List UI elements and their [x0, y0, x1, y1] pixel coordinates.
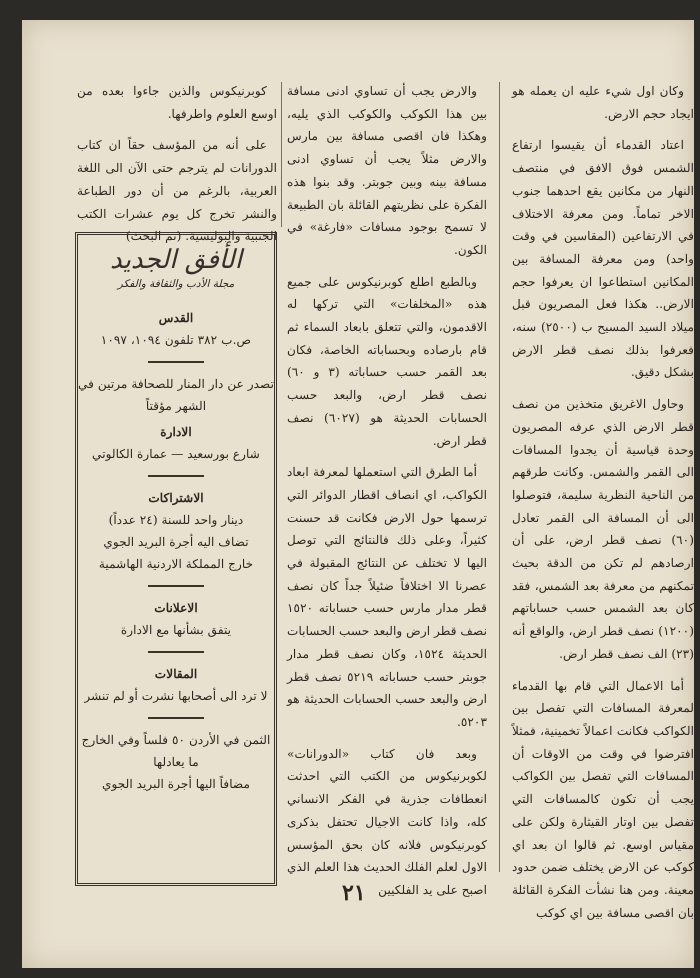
subscription-scope: خارج المملكة الاردنية الهاشمية — [98, 557, 254, 571]
paragraph: كوبرنيكوس والذين جاءوا بعده من اوسع العلوم واطرفها. — [77, 84, 277, 121]
page-number: ٢١ — [342, 880, 366, 906]
magazine-title: الأفق الجديد — [110, 245, 242, 275]
location-heading: القدس — [158, 311, 194, 325]
ads-heading: الاعلانات — [154, 601, 198, 615]
subscription-price: دينار واحد للسنة (٢٤ عدداً) — [108, 513, 244, 527]
articles-heading: المقالات — [154, 667, 198, 681]
masthead — [78, 243, 274, 303]
paragraph: وبعد فان كتاب «الدورانات» لكوبرنيكوس من الكتب التي احدثت انعطافات جذرية في الفكر الانساني كله، واذا كانت الاجيال تحتفل بذكرى كوبرنيكوس فلانه كان بحق المؤسس الاول لعلم الفلك الحديث هذا العلم الذي اصبح على يد الفلكيين — [287, 746, 487, 897]
paragraph: وبالطبع اطلع كوبرنيكوس على جميع هذه «المخلفات» التي تركها له الاقدمون، والتي تتعلق بابعاد السماء ثم قام بارصاده وبحساباته الخاصة، فكان بعد القمر حسب حساباته (٣ و ٦٠) نصف قطر ارض، والبعد حسب الحسابات الحديثة هو (٦٠٢٧) نصف قطر ارض. — [287, 274, 488, 448]
column-divider — [281, 82, 282, 227]
article-column-left — [77, 80, 277, 257]
magazine-page — [22, 20, 694, 968]
administration-address: شارع بورسعيد — عمارة الكالوتي — [92, 447, 260, 461]
paragraph: وكان اول شيء عليه ان يعمله هو ايجاد حجم الارض. — [512, 84, 694, 121]
price-line: مضافاً اليها أجرة البريد الجوي — [101, 777, 251, 791]
magazine-subtitle: مجلة الأدب والثقافة والفكر — [117, 278, 235, 290]
article-column-right — [512, 80, 694, 933]
paragraph: اعتاد القدماء أن يقيسوا ارتفاع الشمس فوق الافق في منتصف النهار من مكانين يقع احدهما جنوب الاخر تماماً. ومن معرفة الاختلاف في الارتفاعين (المقاسين في وقت واحد) ومن معرفة المسافة بين المكانين استطاعوا ان يعرفوا حجم الارض.. هكذا فعل المصريون قبل ميلاد السيد المسيح ب (٢٥٠٠) سنه، فعرفوا بذلك نصف قطر الارض بشكل دقيق. — [512, 138, 694, 380]
articles-policy: لا ترد الى أصحابها نشرت أو لم تنشر — [84, 689, 268, 703]
article-column-middle — [287, 80, 487, 911]
paragraph: وحاول الاغريق متخذين من نصف قطر الارض الذي عرفه المصريون وحدة قياسية أن يجدوا المسافات الى القمر والشمس. وكانت طرقهم من الناحية النظرية سليمة، فتوصلوا الى أن المسافة الى القمر تعادل (٦٠) نصف قطر ارض، على أن ارصادهم لم تكن من الدقة بحيث تمكنهم من معرفة بعد الشمس، فقد كان بعد الشمس حسب حساباتهم (١٢٠٠) نصف قطر ارض، والواقع أنه (٢٣) الف نصف قطر ارض. — [512, 397, 694, 661]
section-divider — [148, 585, 204, 587]
section-divider — [148, 361, 204, 363]
paragraph: والارض يجب أن تساوي ادنى مسافة بين هذا الكوكب والكوكب الذي يليه، وهكذا فان اقصى مسافة بين مارس والارض مثلاً يجب أن تساوي ادنى مسافة بينه وبين جوبتر. وقد بنوا هذه الفكرة على نظريتهم القائلة بان الطبيعة لا تسمح بوجود مسافات «فارغة» في الكون. — [287, 84, 487, 257]
publisher-info: تصدر عن دار المنار للصحافة مرتين في الشهر مؤقتاً — [78, 377, 274, 413]
paragraph: على أنه من المؤسف حقاً ان كتاب الدورانات لم يترجم حتى الآن الى اللغة العربية، بالرغم من أن دور الطباعة والنشر تخرج كل يوم عشرات الكتب الجنبية والبوليسية. (تم البحث) — [77, 138, 277, 244]
ads-text: يتفق بشأنها مع الادارة — [120, 623, 232, 637]
administration-heading: الادارة — [160, 425, 192, 439]
section-divider — [148, 651, 204, 653]
paragraph: أما الطرق التي استعملها لمعرفة ابعاد الكواكب، اي انصاف اقطار الدوائر التي ترسمها حول الارض فكانت قد حسنت كثيراً، وعلى ذلك فالنتائج التي توصل اليها لا تختلف عن النتائج المقبولة في عصرنا الا اختلافاً ضئيلاً جداً كان نصف قطر مدار مارس حسب حساباته ١٥٢٠ نصف قطر ارض والبعد حسب الحسابات الحديثة ١٥٢٤، وكان نصف قطر مدار جوبتر حسب حساباته ٥٢١٩ نصف قطر ارض والبعد حسب الحسابات الحديثة هو ٥٢٠٣. — [287, 465, 488, 729]
paragraph: أما الاعمال التي قام بها القدماء لمعرفة المسافات التي تفصل بين الكواكب فكانت اعمالاً تخمينية، فمثلاً افترضوا في وقت من الاوقات أن المسافات التي تفصل بين الكواكب يجب أن تكون كالمسافات التي تفصل بين اوتار القيثارة ولكن على مقياس اوسع. ثم قالوا ان بعد اي كوكب عن الارض يختلف ضمن حدود معينة. ومن هنا نشأت الفكرة القائلة بان اقصى مسافة بين اي كوكب — [512, 678, 694, 920]
masthead-info-box — [75, 232, 277, 886]
column-divider — [499, 82, 500, 872]
section-divider — [148, 717, 204, 719]
section-divider — [148, 475, 204, 477]
price-line: ما يعادلها — [153, 755, 199, 769]
price-line: الثمن في الأردن ٥٠ فلساً وفي الخارج — [81, 733, 271, 747]
subscriptions-heading: الاشتراكات — [148, 491, 204, 505]
location-contact: ص.ب ٣٨٢ تلفون ١٠٩٤، ١٠٩٧ — [100, 333, 252, 347]
subscription-postage: تضاف اليه أجرة البريد الجوي — [103, 535, 249, 549]
